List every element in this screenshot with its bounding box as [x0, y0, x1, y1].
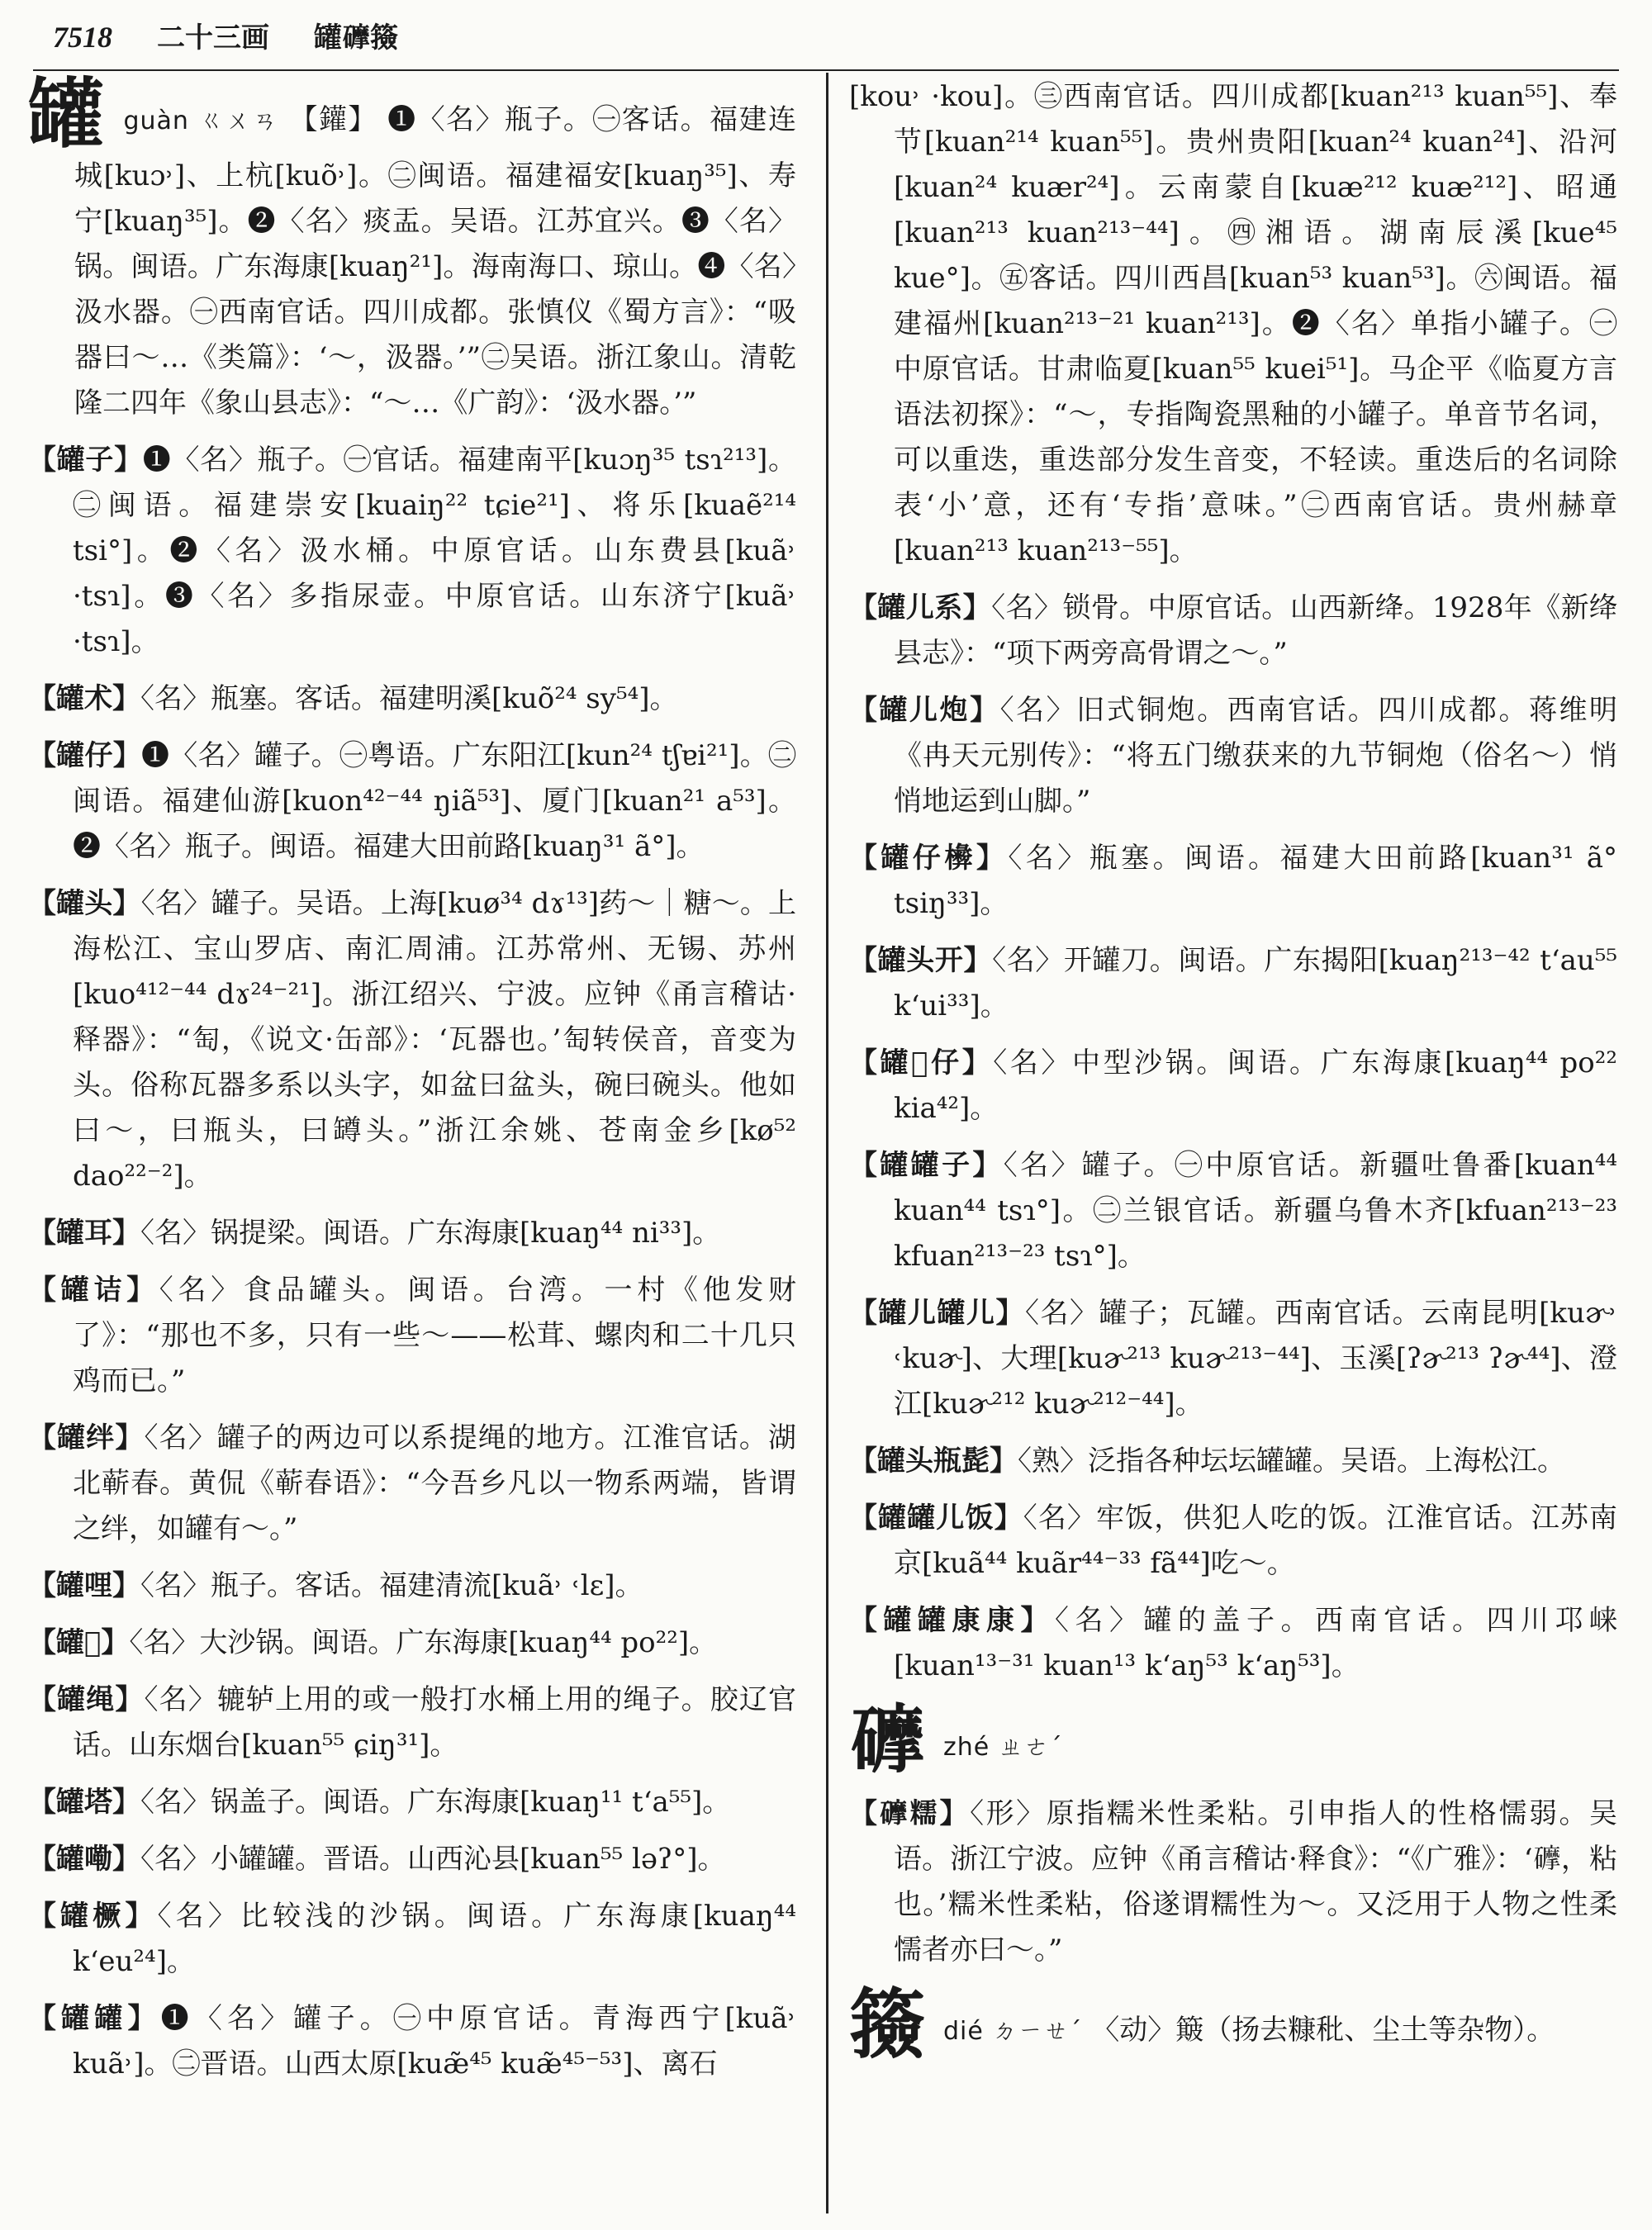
entry-definition: 〈名〉瓶子。客话。福建清流[kuã˒ ˓lɛ]。: [140, 1569, 643, 1602]
head-character: 罐: [28, 74, 106, 159]
entry-headword: 【罐嘞】: [28, 1843, 140, 1876]
entry-definition: 〈名〉食品罐头。闽语。台湾。一村《他发财了》：“那也不多，只有一些～——松茸、螺肉和二十几只鸡而已。”: [73, 1274, 796, 1397]
entry-headword: 【罐诘】: [28, 1274, 159, 1307]
entry-headword: 【罐罐】: [28, 2002, 161, 2035]
dictionary-entry: [28, 1416, 796, 1552]
entry-headword: 【罐绳】: [28, 1683, 145, 1716]
entry-headword: 【罐仔】: [28, 739, 142, 772]
entry-definition: 〈名〉中型沙锅。闽语。广东海康[kuaŋ⁴⁴ po²² kia⁴²]。: [894, 1046, 1617, 1125]
entry-definition: ❶〈名〉瓶子。㊀官话。福建南平[kuɔŋ³⁵ tsɿ²¹³]。㊁闽语。福建崇安[kuaiŋ²² tɕie²¹]、将乐[kuaẽ²¹⁴ tsi°]。❷〈名〉汲水桶。中原官话。山东费县[kuã˒ ·tsɿ]。❸〈名〉多指尿壶。中原官话。山东济宁[kuã˒ ·tsɿ]。: [73, 444, 796, 658]
entry-headword: 【罐子】: [28, 444, 143, 477]
entry-headword: 【罐头开】: [849, 944, 993, 977]
entry-headword: 【罐术】: [28, 682, 140, 715]
entry-definition: 〈名〉罐子。吴语。上海[kuø³⁴ dɤ¹³]药～｜糖～。上海松江、宝山罗店、南汇周浦。江苏常州、无锡、苏州[kuo⁴¹²⁻⁴⁴ dɤ²⁴⁻²¹]。浙江绍兴、宁波。应钟《甬言稽诂·释器》：“匋，《说文·缶部》：‘瓦器也。’匋转侯音，音变为头。俗称瓦器多系以头字，如盆曰盆头，碗曰碗头。他如曰～，曰瓶头，曰罇头。”浙江余姚、苍南金乡[kø⁵² dao²²⁻²]。: [73, 887, 796, 1193]
dictionary-entry: [28, 1211, 796, 1256]
head-character: 籡: [849, 1980, 926, 2069]
entry-definition: ❶〈名〉罐子。㊀中原官话。青海西宁[kuã˒ kuã˒]。㊁晋语。山西太原[kuæ̃⁴⁵ kuæ̃⁴⁵⁻⁵³]、离石: [73, 2002, 796, 2081]
stroke-section: 二十三画: [157, 21, 269, 55]
entry-definition: 〈名〉瓶塞。客话。福建明溪[kuõ²⁴ sy⁵⁴]。: [140, 682, 678, 715]
entry-definition: 〈名〉锁骨。中原官话。山西新绛。1928年《新绛县志》：“项下两旁高骨谓之～。”: [894, 591, 1617, 670]
dictionary-entry: [849, 1496, 1617, 1587]
entry-headword: 【罐儿系】: [849, 591, 992, 624]
entry-definition: [kou˒ ·kou]。㊂西南官话。四川成都[kuan²¹³ kuan⁵⁵]、奉节[kuan²¹⁴ kuan⁵⁵]。贵州贵阳[kuan²⁴ kuan²⁴]、沿河[kuan²⁴ kuær²⁴]。云南蒙自[kuæ²¹² kuæ²¹²]、昭通[kuan²¹³ kuan²¹³⁻⁴⁴]。㊃湘语。湖南辰溪[kue⁴⁵ kue°]。㊄客话。四川西昌[kuan⁵³ kuan⁵³]。㊅闽语。福建福州[kuan²¹³⁻²¹ kuan²¹³]。❷〈名〉单指小罐子。㊀中原官话。甘肃临夏[kuan⁵⁵ kuei⁵¹]。马企平《临夏方言语法初探》：“～，专指陶瓷黑釉的小罐子。单音节名词，可以重迭，重迭部分发生音变，不轻读。重迭后的名词除表‘小’意，还有‘专指’意味。”㊁西南官话。贵州赫章[kuan²¹³ kuan²¹³⁻⁵⁵]。: [849, 80, 1617, 567]
dictionary-entry: [849, 1439, 1617, 1484]
entry-headword: 【罐𫗍仔】: [849, 1046, 994, 1079]
entry-headword: 【罐罐儿饭】: [849, 1502, 1023, 1535]
entry-definition: 〈名〉旧式铜炮。西南官话。四川成都。蒋维明《冉天元别传》：“将五门缴获来的九节铜炮（俗名～）悄悄地运到山脚。”: [894, 694, 1617, 818]
entry-definition: 〈名〉开罐刀。闽语。广东揭阳[kuaŋ²¹³⁻⁴² tʻau⁵⁵ kʻui³³]。: [894, 944, 1617, 1022]
dictionary-entry: [28, 1894, 796, 1985]
head-pronunciation: guàn ㄍㄨㄢ: [123, 107, 280, 135]
entry-main-die: [849, 1980, 1617, 2069]
entry-main-zhe: [849, 1696, 1617, 1785]
entry-headword: 【罐𫗍】: [28, 1626, 130, 1659]
entry-main-guan: [28, 74, 796, 426]
dictionary-entry: [28, 1837, 796, 1882]
dictionary-entry: [849, 1791, 1617, 1973]
head-pronunciation: dié ㄉㄧㄝˊ: [943, 2017, 1083, 2046]
page-number: 7518: [53, 21, 112, 54]
dictionary-entry: [28, 733, 796, 870]
entry-definition: 〈名〉罐的盖子。西南官话。四川邛崃[kuan¹³⁻³¹ kuan¹³ kʻaŋ⁵³ kʻaŋ⁵³]。: [894, 1604, 1617, 1682]
entry-headword: 【罐头瓶髭】: [849, 1445, 1018, 1478]
dictionary-entry: [849, 836, 1617, 927]
dictionary-entry: [28, 1996, 796, 2087]
dictionary-entry: [28, 676, 796, 722]
entry-continuation: [849, 74, 1617, 574]
entry-definition: 【鑵】 ❶〈名〉瓶子。㊀客话。福建连城[kuɔ˒]、上杭[kuõ˒]。㊁闽语。福建福安[kuaŋ³⁵]、寿宁[kuaŋ³⁵]。❷〈名〉痰盂。吴语。江苏宜兴。❸〈名〉锅。闽语。广东海康[kuaŋ²¹]。海南海口、琼山。❹〈名〉汲水器。㊀西南官话。四川成都。张慎仪《蜀方言》：“吸器曰～…《类篇》：‘～，汲器。’”㊁吴语。浙江象山。清乾隆二四年《象山县志》：“～…《广韵》：‘汲水器。’”: [74, 103, 796, 420]
dictionary-entry: [28, 1620, 796, 1666]
dictionary-entry: [849, 1143, 1617, 1279]
dictionary-entry: [849, 1598, 1617, 1689]
dictionary-entry: [849, 1041, 1617, 1132]
dictionary-entry: [849, 688, 1617, 824]
dictionary-entry: [28, 438, 796, 665]
entry-definition: 〈名〉小罐罐。晋语。山西沁县[kuan⁵⁵ ləʔ°]。: [140, 1843, 726, 1876]
entry-headword: 【罐塔】: [28, 1786, 140, 1819]
dictionary-entry: [28, 1677, 796, 1768]
entry-headword: 【𥗂糯】: [849, 1797, 971, 1830]
page-header: [53, 15, 398, 66]
entry-headword: 【罐耳】: [28, 1217, 140, 1250]
entry-definition: 〈名〉比较浅的沙锅。闽语。广东海康[kuaŋ⁴⁴ kʻeu²⁴]。: [73, 1900, 796, 1978]
header-rule: [33, 69, 1619, 71]
entry-definition: 〈名〉罐子的两边可以系提绳的地方。江淮官话。湖北蕲春。黄侃《蕲春语》：“今吾乡凡以一物系两端，皆谓之绊，如罐有～。”: [73, 1421, 796, 1545]
right-column: [849, 74, 1617, 2222]
entry-headword: 【罐罐子】: [849, 1149, 1004, 1182]
entry-headword: 【罐绊】: [28, 1421, 145, 1454]
entry-definition: 〈形〉原指糯米性柔粘。引申指人的性格懦弱。吴语。浙江宁波。应钟《甬言稽诂·释食》：“《广雅》：‘𥗂，粘也。’糯米性柔粘，俗遂谓糯性为～。又泛用于人物之性柔懦者亦曰～。”: [894, 1797, 1617, 1967]
entry-definition: 〈名〉罐子；瓦罐。西南官话。云南昆明[kuɚ˒ ˓kuɚ]、大理[kuɚ²¹³ kuɚ²¹³⁻⁴⁴]、玉溪[ʔɚ²¹³ ʔɚ⁴⁴]、澄江[kuɚ²¹² kuɚ²¹²⁻⁴⁴]。: [894, 1297, 1617, 1421]
entry-definition: 〈动〉簸（扬去糠秕、尘土等杂物）。: [1091, 2014, 1555, 2047]
dictionary-entry: [28, 1268, 796, 1404]
head-pronunciation: zhé ㄓㄜˊ: [943, 1733, 1063, 1762]
entry-definition: 〈名〉辘轳上用的或一般打水桶上用的绳子。胶辽官话。山东烟台[kuan⁵⁵ ɕiŋ³¹]。: [73, 1683, 796, 1762]
entry-definition: 〈熟〉泛指各种坛坛罐罐。吴语。上海松江。: [1018, 1445, 1565, 1478]
entry-headword: 【罐橛】: [28, 1900, 158, 1933]
dictionary-entry: [28, 1563, 796, 1609]
entry-headword: 【罐头】: [28, 887, 141, 920]
entry-definition: 〈名〉瓶塞。闽语。福建大田前路[kuan³¹ ã° tsiŋ³³]。: [894, 842, 1617, 920]
entry-headword: 【罐哩】: [28, 1569, 140, 1602]
dictionary-entry: [28, 1780, 796, 1825]
entry-definition: 〈名〉锅提梁。闽语。广东海康[kuaŋ⁴⁴ ni³³]。: [140, 1217, 721, 1250]
dictionary-entry: [849, 938, 1617, 1029]
dictionary-entry: [849, 1291, 1617, 1427]
entry-definition: ❶〈名〉罐子。㊀粤语。广东阳江[kun²⁴ tʃɐi²¹]。㊁闽语。福建仙游[kuon⁴²⁻⁴⁴ ŋiã⁵³]、厦门[kuan²¹ a⁵³]。❷〈名〉瓶子。闽语。福建大田前路[kuaŋ³¹ ã°]。: [73, 739, 796, 863]
entry-definition: 〈名〉牢饭，供犯人吃的饭。江淮官话。江苏南京[kuã⁴⁴ kuãr⁴⁴⁻³³ fã⁴⁴]吃～。: [894, 1502, 1617, 1580]
entry-headword: 【罐罐康康】: [849, 1604, 1055, 1637]
column-divider: [826, 73, 828, 2213]
head-character: 𥗂: [849, 1696, 926, 1785]
entry-definition: 〈名〉大沙锅。闽语。广东海康[kuaŋ⁴⁴ po²²]。: [129, 1626, 718, 1659]
entry-definition: 〈名〉锅盖子。闽语。广东海康[kuaŋ¹¹ tʻa⁵⁵]。: [140, 1786, 731, 1819]
entry-headword: 【罐儿罐儿】: [849, 1297, 1026, 1330]
dictionary-entry: [849, 586, 1617, 676]
entry-definition: 〈名〉罐子。㊀中原官话。新疆吐鲁番[kuan⁴⁴ kuan⁴⁴ tsɿ°]。㊁兰银官话。新疆乌鲁木齐[kfuan²¹³⁻²³ kfuan²¹³⁻²³ tsɿ°]。: [894, 1149, 1617, 1273]
header-chars: 罐𥗂籡: [314, 21, 398, 55]
dictionary-entry: [28, 881, 796, 1199]
entry-headword: 【罐儿炮】: [849, 694, 1000, 727]
entry-headword: 【罐仔𣟗】: [849, 842, 1009, 875]
left-column: [28, 74, 796, 2222]
